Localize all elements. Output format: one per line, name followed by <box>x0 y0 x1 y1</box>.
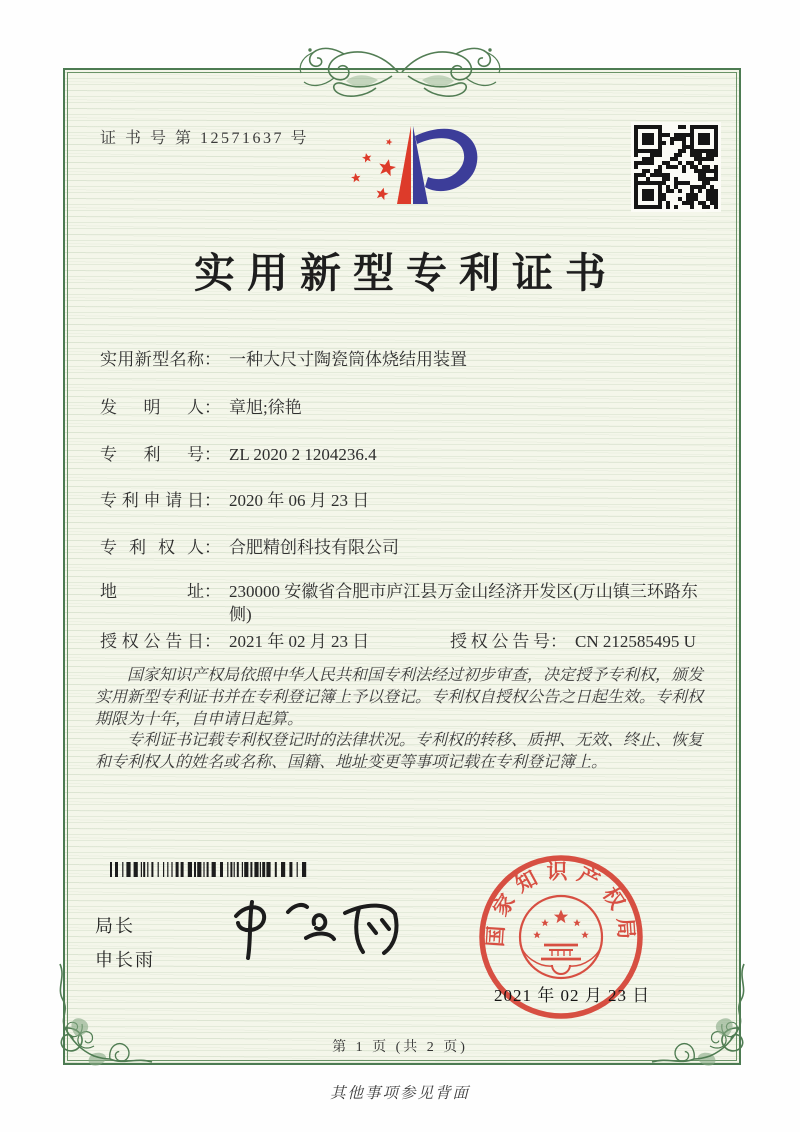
national-emblem <box>520 896 602 978</box>
director-signature <box>228 886 423 971</box>
field-label: 授权公告号 <box>450 632 550 651</box>
field-label: 专利号 <box>100 445 204 464</box>
field-label: 发明人 <box>100 398 204 417</box>
barcode <box>110 862 310 877</box>
director-name: 申长雨 <box>95 950 155 970</box>
field-value: 2020 年 06 月 23 日 <box>229 491 370 510</box>
field-value: CN 212585495 U <box>575 632 696 651</box>
field-inventor <box>100 396 302 420</box>
field-value: 合肥精创科技有限公司 <box>229 538 399 557</box>
field-value: ZL 2020 2 1204236.4 <box>229 445 377 464</box>
field-colon: ： <box>550 632 567 651</box>
field-patentee <box>100 536 399 560</box>
field-label: 授权公告日 <box>100 632 204 651</box>
field-address <box>100 580 701 626</box>
field-patent-number <box>100 443 377 467</box>
field-colon: ： <box>204 491 221 510</box>
field-utility-model-name <box>100 348 467 372</box>
certificate-number: 证 书 号 第 12571637 号 <box>100 130 310 147</box>
field-label: 专利申请日 <box>100 491 204 510</box>
page-number-info: 第 1 页 (共 2 页) <box>332 1040 468 1055</box>
field-colon: ： <box>204 632 221 651</box>
field-filing-date <box>100 489 369 513</box>
certificate-body-text <box>95 665 715 774</box>
field-grant-number <box>450 630 696 654</box>
cnipa-logo <box>325 112 515 217</box>
field-colon: ： <box>204 350 221 369</box>
field-value: 230000 安徽省合肥市庐江县万金山经济开发区(万山镇三环路东侧) <box>229 582 698 624</box>
certificate-title: 实用新型专利证书 <box>194 250 618 296</box>
logo-stars <box>351 138 398 201</box>
director-title: 局长 <box>95 916 135 936</box>
field-value: 一种大尺寸陶瓷筒体烧结用装置 <box>229 350 467 369</box>
field-colon: ： <box>204 538 221 557</box>
seal-date: 2021 年 02 月 23 日 <box>494 986 651 1005</box>
field-value: 章旭;徐艳 <box>229 398 302 417</box>
field-grant-announcement <box>100 630 696 654</box>
logo-red-spike <box>397 126 411 204</box>
svg-text:国家知识产权局 <box>483 860 639 948</box>
seal-ring-text: 国家知识产权局 <box>483 859 639 948</box>
back-side-note: 其他事项参见背面 <box>329 1085 470 1102</box>
field-label: 地址 <box>100 582 204 601</box>
field-value: 2021 年 02 月 23 日 <box>229 632 370 651</box>
field-colon: ： <box>204 445 221 464</box>
top-border-flourish-ornament <box>290 40 510 98</box>
body-paragraph-2: 专利证书记载专利权登记时的法律状况。专利权的转移、质押、无效、终止、恢复和专利权人的姓名或名称、国籍、地址变更等事项记载在专利登记簿上。 <box>95 732 704 772</box>
body-paragraph-1: 国家知识产权局依照中华人民共和国专利法经过初步审查，决定授予专利权，颁发实用新型专利证书并在专利登记簿上予以登记。专利权自授权公告之日起生效。专利权期限为十年，自申请日起算。 <box>95 667 704 728</box>
qr-code <box>631 122 721 212</box>
field-label: 实用新型名称 <box>100 350 204 369</box>
logo-blue-bowl <box>415 129 477 191</box>
field-colon: ： <box>204 582 221 601</box>
field-label: 专利权人 <box>100 538 204 557</box>
field-colon: ： <box>204 398 221 417</box>
